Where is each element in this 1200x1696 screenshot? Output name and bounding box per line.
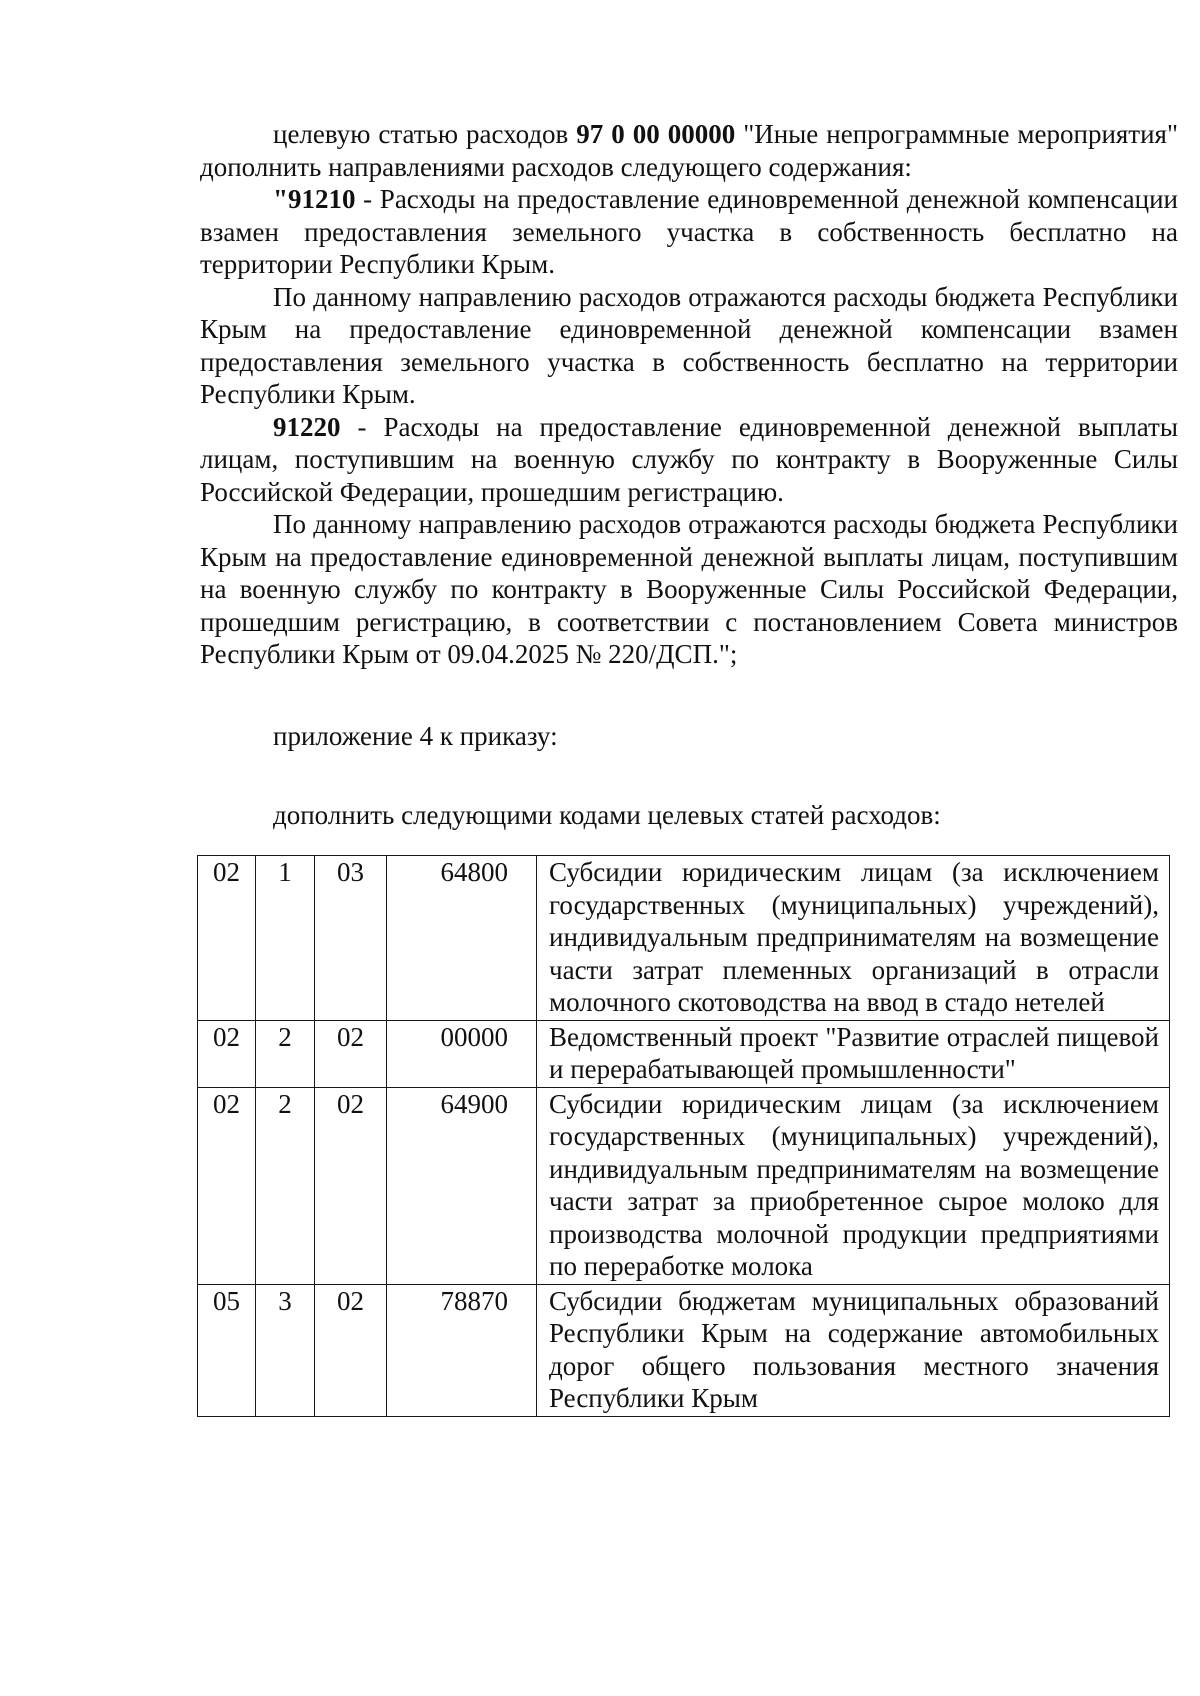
code-subprogram: 2 [256,1020,315,1087]
paragraph-target-article [200,118,1178,183]
paragraph-direction-91210 [200,183,1178,281]
code-description: Субсидии бюджетам муниципальных образований Республики Крым на содержание автомобильных дорог общего пользования местного значения Республики Крым [537,1284,1170,1416]
table-row [198,1020,1170,1087]
code-program: 02 [198,856,256,1021]
code-event: 02 [315,1284,387,1416]
target-article-code: 97 0 00 00000 [576,119,736,149]
paragraph-text: целевую статью расходов [273,119,577,149]
code-direction: 64800 [387,856,537,1021]
code-event: 02 [315,1020,387,1087]
table-row [198,1284,1170,1416]
table-row [198,1087,1170,1284]
code-program: 02 [198,1087,256,1284]
code-description: Субсидии юридическим лицам (за исключением государственных (муниципальных) учреждений), индивидуальным предпринимателям на возмещение части затрат племенных организаций в отрасли молочного скотоводства на ввод в стадо нетелей [537,856,1170,1021]
spacer [200,671,1178,720]
paragraph-text: - Расходы на предоставление единовременной денежной выплаты лицам, поступившим на военную службу по контракту в Вооруженные Силы Российской Федерации, прошедшим регистрацию. [200,411,1178,507]
code-program: 02 [198,1020,256,1087]
paragraph-direction-91220 [200,411,1178,509]
direction-code: 91220 [273,411,341,442]
direction-code: "91210 [273,184,356,214]
paragraph-text: - Расходы на предоставление единовременной денежной компенсации взамен предоставления земельного участка в собственность бесплатно на территории Республики Крым. [200,184,1178,279]
table-intro: дополнить следующими кодами целевых статей расходов: [273,800,941,830]
appendix-reference: приложение 4 к приказу: [273,720,558,751]
document-body [200,118,1178,832]
table-row [198,856,1170,1021]
code-subprogram: 1 [256,856,315,1021]
paragraph-description-91210: По данному направлению расходов отражаются расходы бюджета Республики Крым на предоставление единовременной денежной компенсации взамен предоставления земельного участка в собственность бесплатно на территории Республики Крым. [200,281,1178,409]
code-direction: 78870 [387,1284,537,1416]
paragraph-text: "Иные непрограммные мероприятия" дополнить направлениями расходов следующего содержания: [200,119,1178,182]
code-subprogram: 2 [256,1087,315,1284]
code-direction: 00000 [387,1020,537,1087]
target-codes-table [197,855,1170,1417]
code-event: 03 [315,856,387,1021]
code-description: Ведомственный проект "Развитие отраслей пищевой и перерабатывающей промышленности" [537,1020,1170,1087]
spacer [200,752,1178,799]
code-direction: 64900 [387,1087,537,1284]
code-event: 02 [315,1087,387,1284]
code-subprogram: 3 [256,1284,315,1416]
paragraph-description-91220: По данному направлению расходов отражаются расходы бюджета Республики Крым на предоставление единовременной денежной выплаты лицам, поступившим на военную службу по контракту в Вооруженные Силы Российской Федерации, прошедшим регистрацию, в соответствии с постановлением Совета министров Республики Крым от 09.04.2025 № 220/ДСП."; [200,509,1178,669]
code-description: Субсидии юридическим лицам (за исключением государственных (муниципальных) учреждений), индивидуальным предпринимателям на возмещение части затрат за приобретенное сырое молоко для производства молочной продукции предприятиями по переработке молока [537,1087,1170,1284]
code-program: 05 [198,1284,256,1416]
